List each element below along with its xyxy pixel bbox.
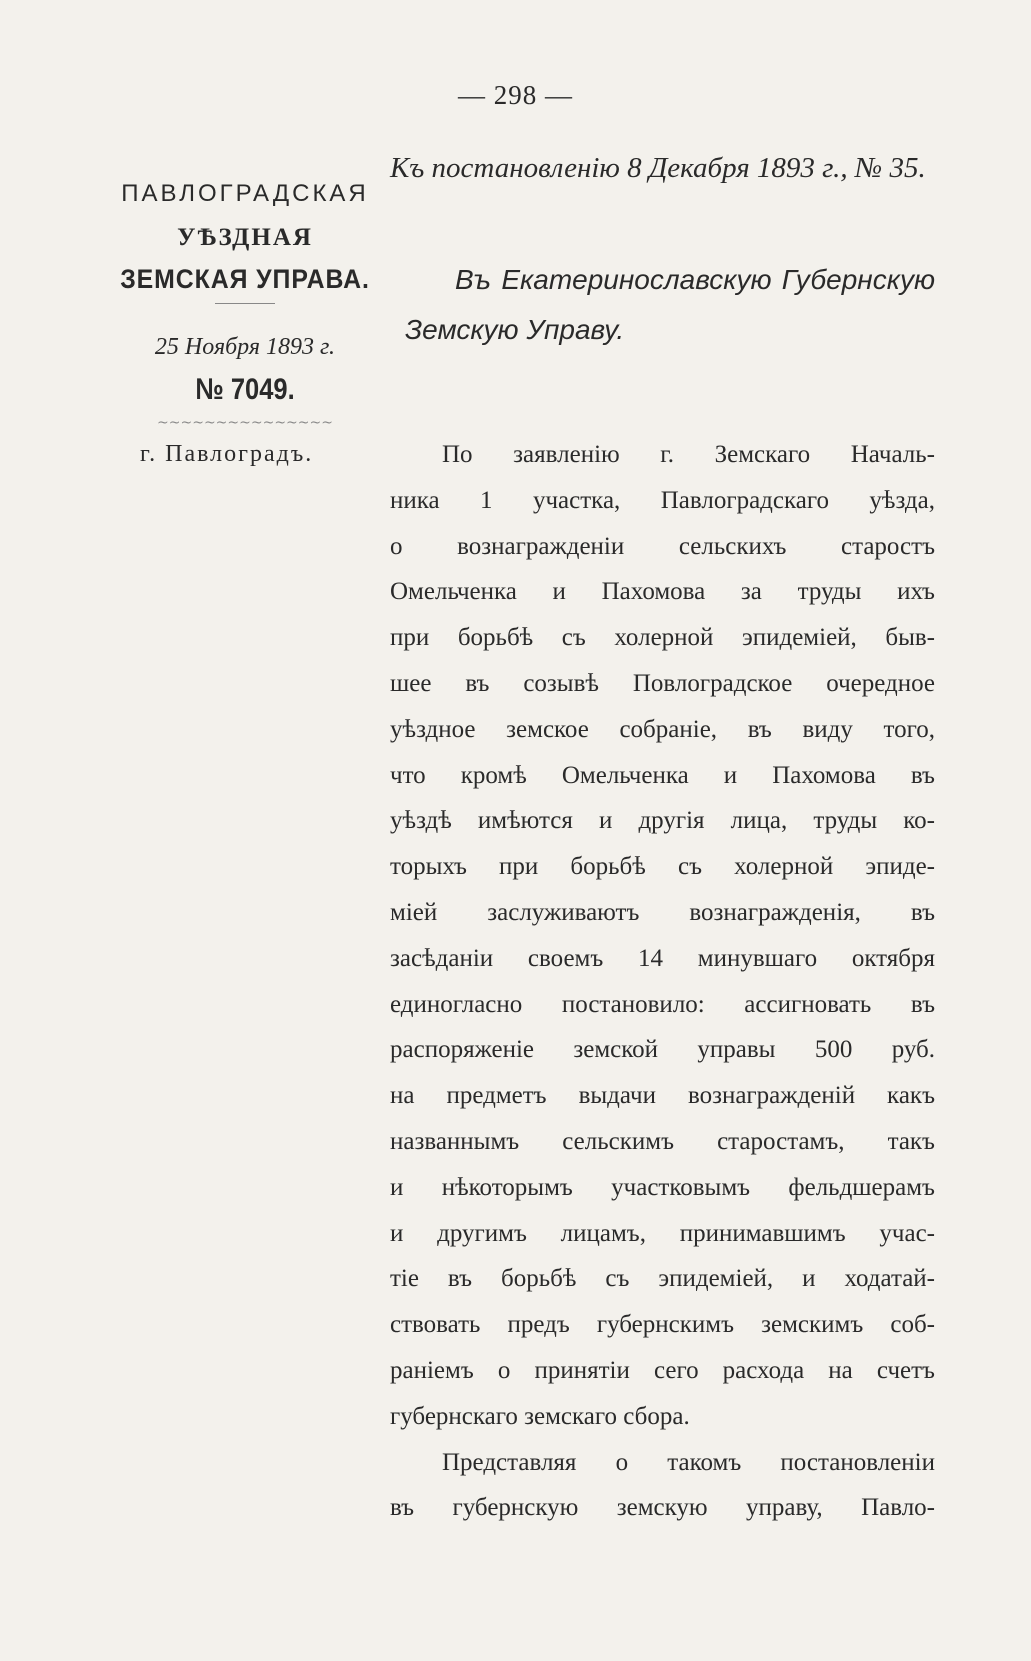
body-line: губернскаго земскаго сбора. [390,1402,690,1430]
body-line: міей заслуживаютъ вознагражденія, въ [390,898,935,926]
body-line: о вознагражденіи сельскихъ старостъ [390,532,935,560]
outgoing-place: г. Павлоградъ. [140,441,314,467]
body-line: тіе въ борьбѣ съ эпидеміей, и ходатай- [390,1265,935,1293]
wavy-divider: ~~~~~~~~~~~~~~~ [157,415,333,431]
addressee-line-2: Земскую Управу. [405,314,625,345]
body-line: въ губернскую земскую управу, Павло- [390,1494,935,1522]
body-line: распоряженіе земской управы 500 руб. [390,1036,935,1064]
sender-block [105,170,385,468]
body-line: Омельченка и Пахомова за труды ихъ [390,578,935,606]
addressee-line-1: Въ Екатеринославскую Губернскую [455,264,935,295]
body-line: на предметъ выдачи вознагражденій какъ [390,1082,935,1110]
body-text [390,432,935,1531]
body-line: и другимъ лицамъ, принимавшимъ учас- [390,1219,935,1247]
body-line: По заявленію г. Земскаго Началь- [442,441,935,468]
page-number: — 298 — [458,80,573,110]
body-line: что кромѣ Омельченка и Пахомова въ [390,761,935,789]
outgoing-number: № 7049. [195,373,295,406]
body-line: названнымъ сельскимъ старостамъ, такъ [390,1127,935,1155]
sender-line-3: ЗЕМСКАЯ УПРАВА. [120,264,370,294]
body-line: шее въ созывѣ Повлоградское очередное [390,669,935,697]
body-line: ника 1 участка, Павлоградскаго уѣзда, [390,486,935,514]
sender-rule [215,303,275,304]
body-line: единогласно постановило: ассигновать въ [390,990,935,1018]
body-line: ствовать предъ губернскимъ земскимъ соб- [390,1311,935,1339]
body-line: и нѣкоторымъ участковымъ фельдшерамъ [390,1173,935,1201]
addressee-block [405,255,935,355]
body-line: уѣздное земское собраніе, въ виду того, [390,715,935,743]
body-line: при борьбѣ съ холерной эпидеміей, быв- [390,624,935,652]
body-line: уѣздѣ имѣются и другія лица, труды ко- [390,807,935,835]
reference-line: Къ постановленію 8 Декабря 1893 г., № 35. [390,152,926,184]
body-line: засѣданіи своемъ 14 минувшаго октября [390,944,935,972]
sender-line-1: ПАВЛОГРАДСКАЯ [121,180,369,207]
outgoing-date: 25 Ноября 1893 г. [154,334,336,360]
sender-line-2: УѢЗДНАЯ [177,224,313,251]
body-line: Представляя о такомъ постановленіи [442,1448,935,1476]
body-line: торыхъ при борьбѣ съ холерной эпиде- [390,853,935,881]
body-line: раніемъ о принятіи сего расхода на счетъ [390,1356,935,1384]
